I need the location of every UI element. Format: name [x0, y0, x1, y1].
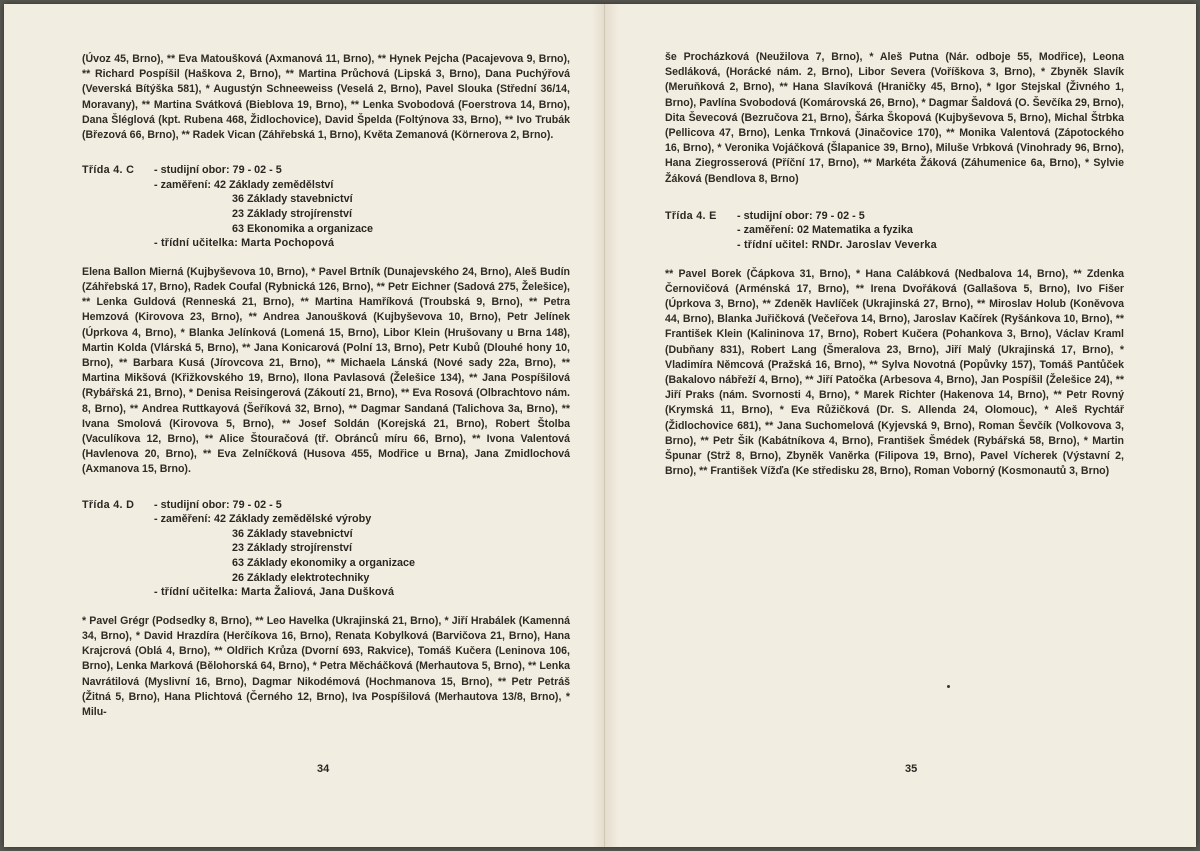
page-number-left: 34	[317, 763, 330, 775]
class-4c-focus: - zaměření: 42 Základy zemědělství	[154, 178, 334, 191]
class-4d-field: - studijní obor: 79 - 02 - 5	[154, 498, 282, 511]
class-4d-focus-3: 23 Základy strojírenství	[232, 542, 353, 555]
right-intro-text: še Procházková (Neužilova 7, Brno), * Aleš Putna (Nár. odboje 55, Modřice), Leona Sedláková, (Horácké nám. 2, Brno), Libor Severa (Voříškova 3, Brno), * Zbyněk Slavík (Meruňková 2, Brno), ** Hana Slavíková (Hraničky 45, Brno), * Igor Stejskal (Živného 1, Brno), Pavlína Svobodová (Komárovská 26, Brno), * Dagmar Šaldová (O. Ševčíka 29, Brno), Dita Ševecová (Bezručova 21, Brno), Šárka Škopová (Kujbyševova 5, Brno), Michal Štrbka (Pellicova 47, Brno), Lenka Trnková (Jinačovice 170), ** Monika Valentová (Zápotockého 16, Brno), * Veronika Vojáčková (Šlapanice 39, Brno), Miluše Vrbková (Vinohrady 96, Brno), Hana Ziegrosserová (Příční 17, Brno), ** Markéta Žáková (Záhumenice 6a, Brno), * Sylvie Žáková (Bendlova 8, Brno)	[665, 51, 1124, 185]
class-4e-focus: - zaměření: 02 Matematika a fyzika	[737, 224, 913, 237]
class-4e-label: Třída 4. E	[665, 209, 717, 222]
class-4c-teacher: - třídní učitelka: Marta Pochopová	[154, 237, 335, 250]
page-number-right: 35	[905, 763, 918, 775]
class-4d-label: Třída 4. D	[82, 498, 135, 511]
class-4d-header	[82, 498, 570, 600]
ink-speck	[947, 685, 950, 688]
class-4d-teacher: - třídní učitelka: Marta Žaliová, Jana Dušková	[154, 586, 395, 599]
class-4d-focus: - zaměření: 42 Základy zemědělské výroby	[154, 513, 372, 526]
class-4e-header	[665, 209, 1124, 253]
class-4e-students: ** Pavel Borek (Čápkova 31, Brno), * Hana Calábková (Nedbalova 14, Brno), ** Zdenka Černovičová (Arménská 17, Brno), ** Irena Dvořáková (Gallašova 5, Brno), Ivo Fišer (Úprkova 3, Brno), ** Zdeněk Havlíček (Ukrajinská 27, Brno), ** Miroslav Holub (Koněvova 44, Brno), Blanka Juřičková (Večeřova 14, Brno), Jaroslav Kačírek (Ryšánkova 10, Brno), ** František Klein (Kalininova 17, Brno), Robert Kučera (Pohankova 3, Brno), Václav Kraml (Dubňany 831), Robert Lang (Šmeralova 23, Brno), Jiří Malý (Ukrajinská 17, Brno), * Vladimíra Němcová (Pražská 16, Brno), ** Sylva Novotná (Popůvky 157), Tomáš Pantůček (Bakalovo nábřeží 4, Brno), ** Jiří Patočka (Arbesova 4, Brno), Jan Pospíšil (Želešice 24), ** Jiří Praks (nám. Svornosti 4, Brno), * Marek Richter (Hakenova 14, Brno), ** Petr Rovný (Krymská 11, Brno), * Eva Růžičková (Dr. S. Allenda 24, Olomouc), * Aleš Rychtář (Židlochovice 681), ** Jana Suchomelová (Kyjevská 9, Brno), Roman Ševčík (Volkovova 3, Brno), ** Petr Šik (Kabátníkova 4, Brno), František Šmédek (Rybářská 58, Brno), * Martin Špunar (Strž 8, Brno), Zbyněk Vaněrka (Filipova 19, Brno), Pavel Vícherek (Výstavní 2, Brno), ** František Vížďa (Ke středisku 28, Brno), Roman Voborný (Kosmonautů 3, Brno)	[665, 267, 1124, 478]
class-4c-students: Elena Ballon Mierná (Kujbyševova 10, Brno), * Pavel Brtník (Dunajevského 24, Brno), Aleš Budín (Záhřebská 17, Brno), Radek Coufal (Rybnická 126, Brno), ** Petr Eichner (Sadová 275, Želešice), ** Lenka Guldová (Renneská 21, Brno), ** Martina Hamříková (Troubská 9, Brno), ** Petra Hemzová (Kirovova 23, Brno), ** Andrea Janoušková (Kujbyševova 10, Brno), Petr Jelínek (Úprkova 4, Brno), * Blanka Jelínková (Lomená 15, Brno), Libor Klein (Hrušovany u Brna 148), Martin Kolda (Vlárská 5, Brno), ** Jana Konicarová (Polní 13, Brno), Petr Kubů (Dlouhé hony 10, Brno), ** Barbara Kusá (Jírovcova 21, Brno), ** Michaela Lánská (Nové sady 22a, Brno), ** Martina Mikšová (Křižkovského 19, Brno), Ilona Pavlasová (Želešice 134), ** Jana Pospíšilová (Rybářská 21, Brno), * Denisa Reisingerová (Zákoutí 21, Brno), ** Eva Rosová (Olbrachtovo nám. 8, Brno), ** Andrea Ruttkayová (Šeříková 32, Brno), ** Dagmar Sandaná (Talichova 3a, Brno), ** Ivana Smolová (Kirovova 5, Brno), ** Josef Soldán (Korejská 21, Brno), Robert Štolba (Vaculíkova 12, Brno), ** Alice Štouračová (tř. Obránců míru 66, Brno), ** Ivona Valentová (Havlenova 20, Brno), ** Eva Zelníčková (Husova 455, Modřice u Brna), Jana Zmidlochová (Axmanova 15, Brno).	[82, 265, 570, 476]
right-page	[604, 4, 1196, 847]
class-4d-focus-5: 26 Základy elektrotechniky	[232, 571, 370, 584]
class-4c-header	[82, 163, 570, 251]
left-intro-text: (Úvoz 45, Brno), ** Eva Matoušková (Axmanová 11, Brno), ** Hynek Pejcha (Pacajevova 9, Brno), ** Richard Pospíšil (Haškova 2, Brno), ** Martina Průchová (Lipská 3, Brno), Dana Puchýřová (Veverská Bítýška 581), * Augustýn Schneeweiss (Veselá 2, Brno), Pavel Slouka (Střední 36/14, Moravany), ** Martina Svátková (Bieblova 19, Brno), ** Lenka Svobodová (Foerstrova 14, Brno), Dana Šléglová (kpt. Rubena 468, Židlochovice), David Špelda (Foltýnova 33, Brno), ** Ivo Trubák (Březová 66, Brno), ** Radek Vican (Záhřebská 1, Brno), Květa Zemanová (Körnerova 2, Brno).	[82, 53, 570, 142]
class-4c-focus-3: 23 Základy strojírenství	[232, 208, 353, 220]
class-4d-focus-4: 63 Základy ekonomiky a organizace	[232, 557, 416, 569]
class-4e-field: - studijní obor: 79 - 02 - 5	[737, 209, 865, 222]
class-4c-focus-2: 36 Základy stavebnictví	[232, 193, 353, 206]
book-spread	[4, 4, 1196, 847]
class-4d-focus-2: 36 Základy stavebnictví	[232, 527, 353, 540]
left-page	[4, 4, 604, 847]
class-4c-field: - studijní obor: 79 - 02 - 5	[154, 164, 282, 177]
class-4c-focus-4: 63 Ekonomika a organizace	[232, 222, 374, 235]
class-4c-label: Třída 4. C	[82, 164, 135, 177]
class-4e-teacher: - třídní učitel: RNDr. Jaroslav Veverka	[737, 239, 937, 252]
class-4d-students: * Pavel Grégr (Podsedky 8, Brno), ** Leo Havelka (Ukrajinská 21, Brno), * Jiří Hrabálek (Kamenná 34, Brno), * David Hrazdíra (Herčíkova 16, Brno), Renata Kobylková (Barvičova 21, Brno), Hana Krajcrová (Oblá 4, Brno), ** Oldřich Krůza (Dvorní 693, Rakvice), Tomáš Kučera (Leninova 106, Brno), Lenka Marková (Bělohorská 64, Brno), * Petra Měcháčková (Merhautova 5, Brno), ** Lenka Navrátilová (Myslivní 16, Brno), Dagmar Nikodémová (Hochmanova 15, Brno), ** Petr Petráš (Žitná 5, Brno), Hana Plichtová (Černého 12, Brno), Iva Pospíšilová (Merhautova 13/8, Brno), * Milu-	[82, 614, 570, 718]
